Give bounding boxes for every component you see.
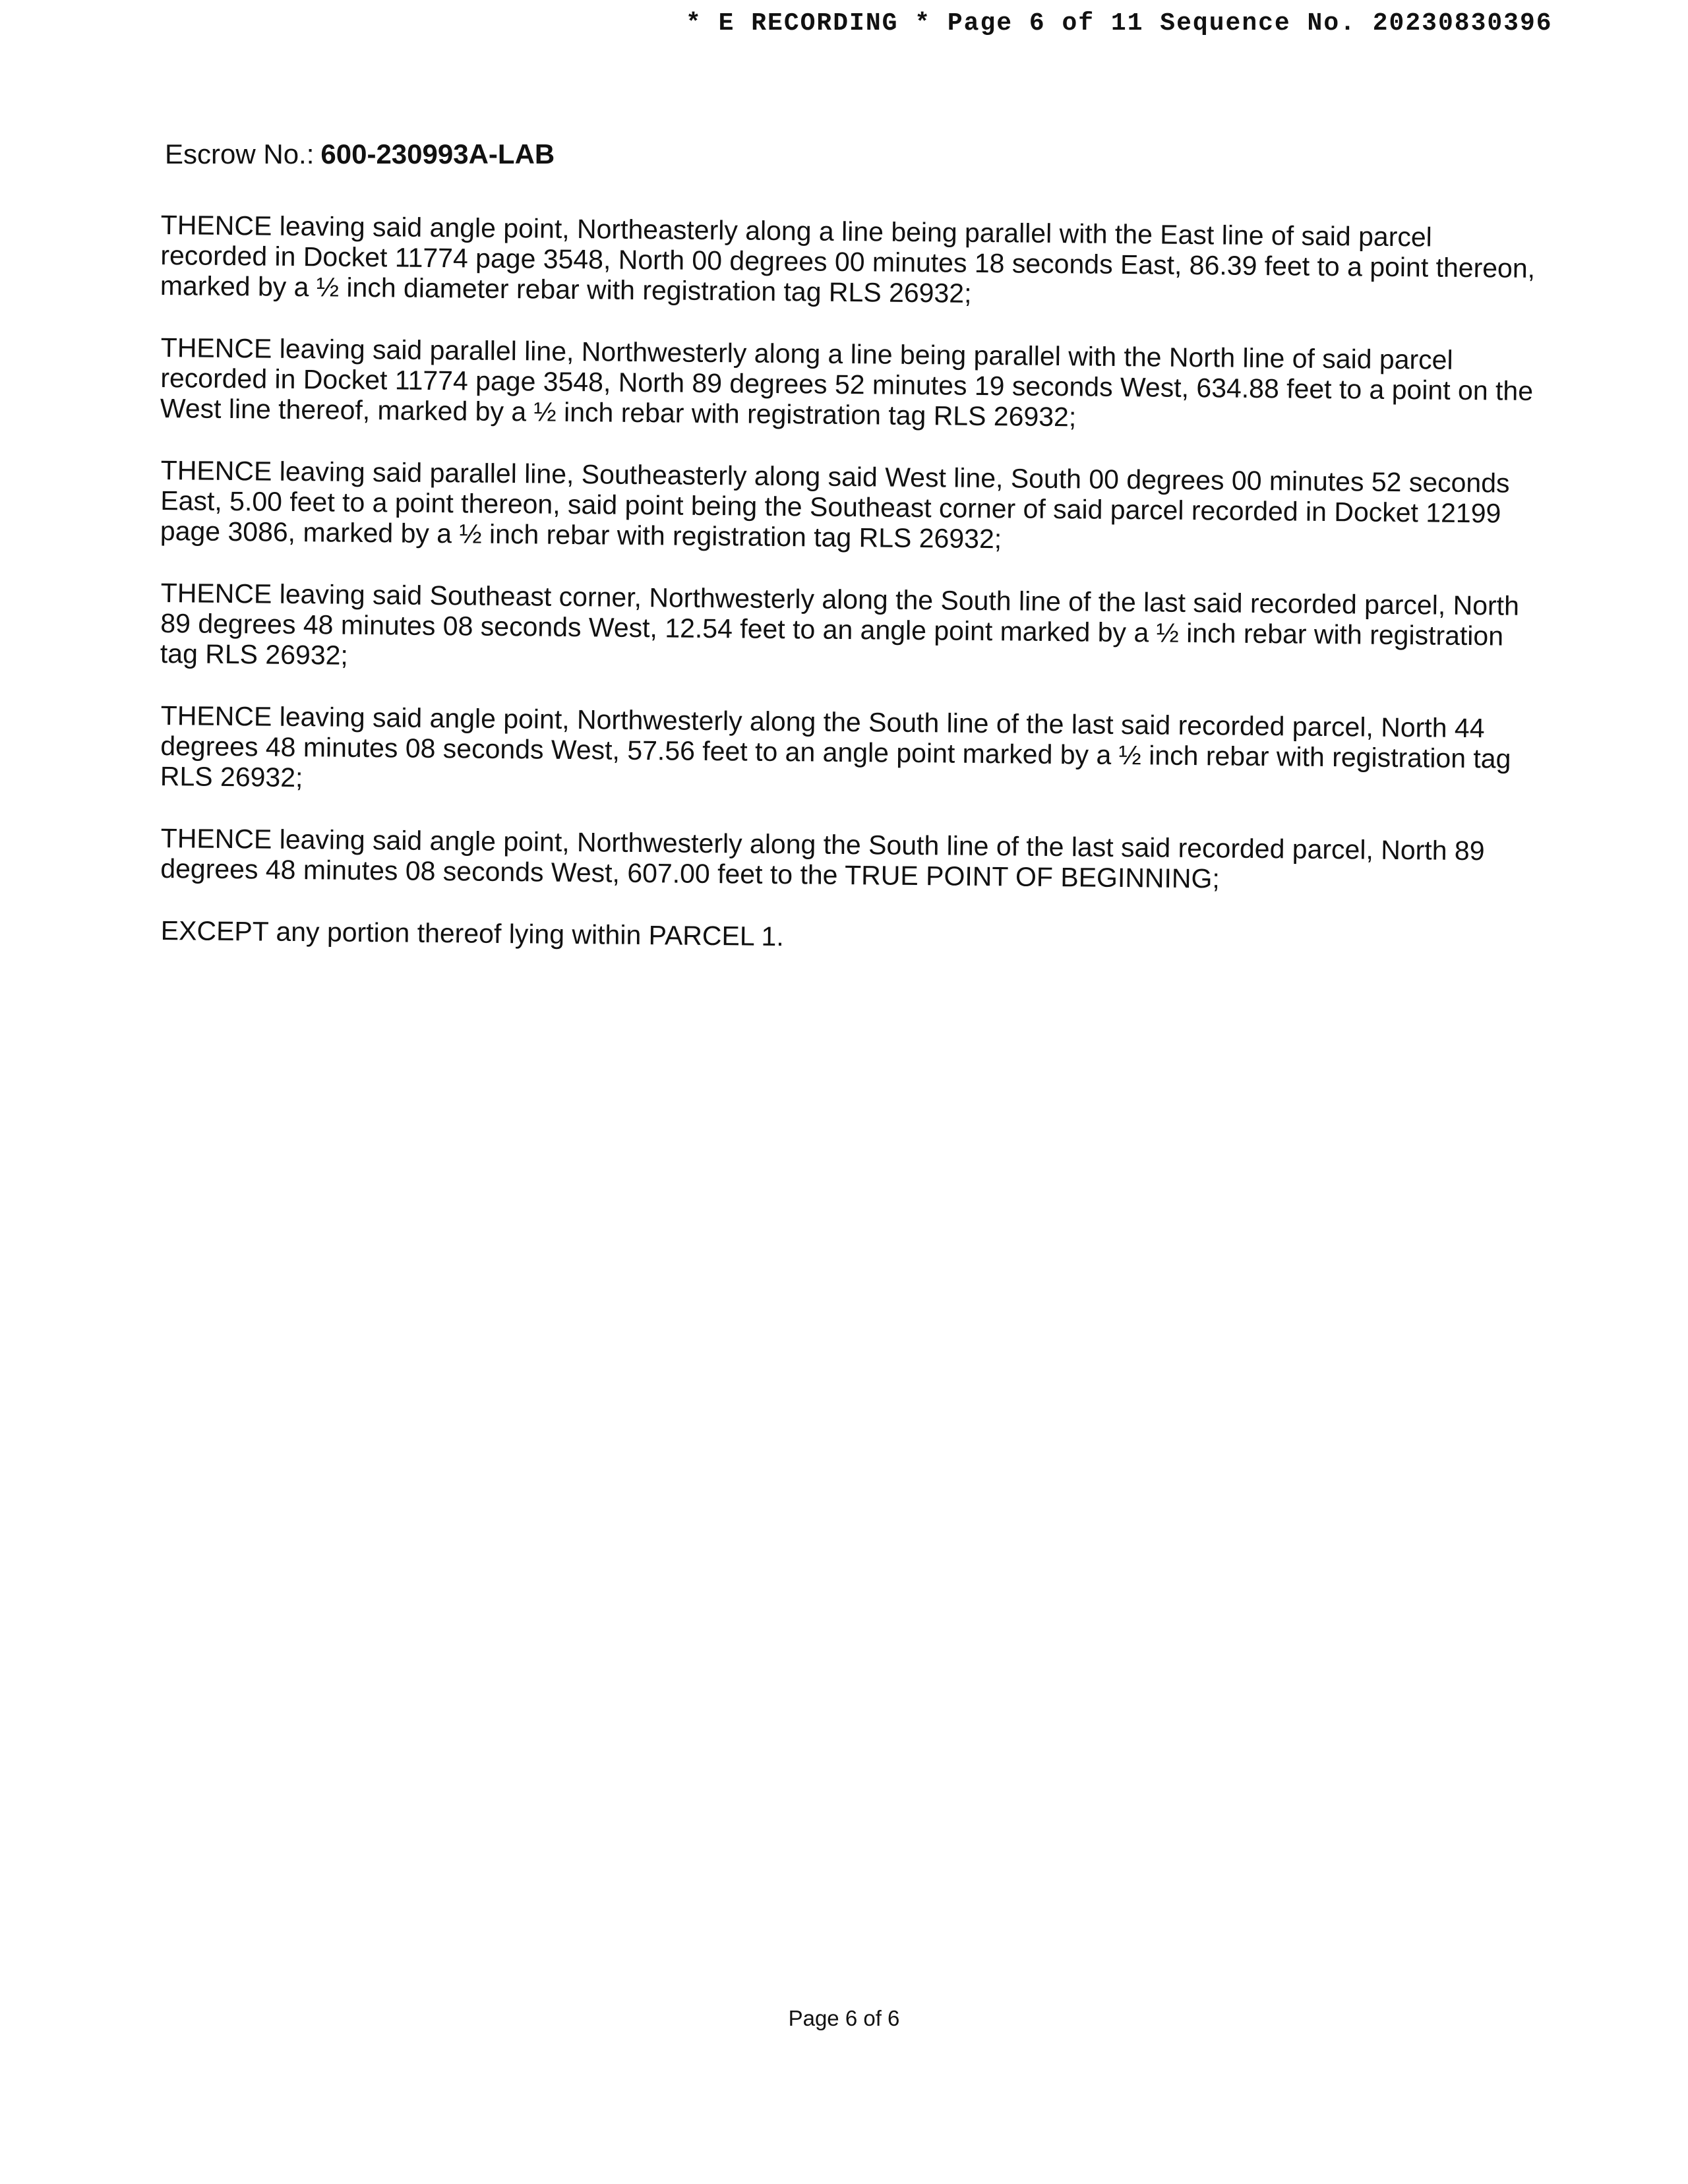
- paragraph: THENCE leaving said angle point, Northwesterly along the South line of the last said recorded parcel, North 89 degrees 48 minutes 08 seconds West, 607.00 feet to the TRUE POINT OF BEGINNING;: [160, 823, 1485, 894]
- paragraph: THENCE leaving said angle point, Northeasterly along a line being parallel with the East line of said parcel recorded in Docket 11774 page 3548, North 00 degrees 00 minutes 18 seconds East, 86.39 feet to a point thereon, marked by a ½ inch diameter rebar with registration tag RLS 26932;: [160, 210, 1536, 309]
- recording-header: * E RECORDING * Page 6 of 11 Sequence No. 20230830396: [686, 9, 1553, 38]
- escrow-line: [165, 138, 555, 170]
- paragraph: THENCE leaving said angle point, Northwesterly along the South line of the last said recorded parcel, North 44 degrees 48 minutes 08 seconds West, 57.56 feet to an angle point marked by a ½ inch rebar with registration tag RLS 26932;: [160, 700, 1511, 793]
- escrow-label: Escrow No.:: [165, 138, 315, 169]
- except-clause: EXCEPT any portion thereof lying within PARCEL 1.: [160, 915, 784, 952]
- paragraph: THENCE leaving said parallel line, Northwesterly along a line being parallel with the North line of said parcel recorded in Docket 11774 page 3548, North 89 degrees 52 minutes 19 seconds West, 634.88 feet to a point on the West line thereof, marked by a ½ inch rebar with registration tag RLS 26932;: [160, 332, 1534, 433]
- escrow-number: 600-230993A-LAB: [320, 138, 555, 169]
- page-number-footer: Page 6 of 6: [788, 2006, 900, 2030]
- legal-description: [161, 210, 1539, 977]
- paragraph: THENCE leaving said parallel line, Southeasterly along said West line, South 00 degrees 00 minutes 52 seconds East, 5.00 feet to a point thereon, said point being the Southeast corner of said parcel recorded in Docket 12199 page 3086, marked by a ½ inch rebar with registration tag RLS 26932;: [160, 455, 1510, 555]
- paragraph: THENCE leaving said Southeast corner, Northwesterly along the South line of the last said recorded parcel, North 89 degrees 48 minutes 08 seconds West, 12.54 feet to an angle point marked by a ½ inch rebar with registration tag RLS 26932;: [160, 578, 1520, 671]
